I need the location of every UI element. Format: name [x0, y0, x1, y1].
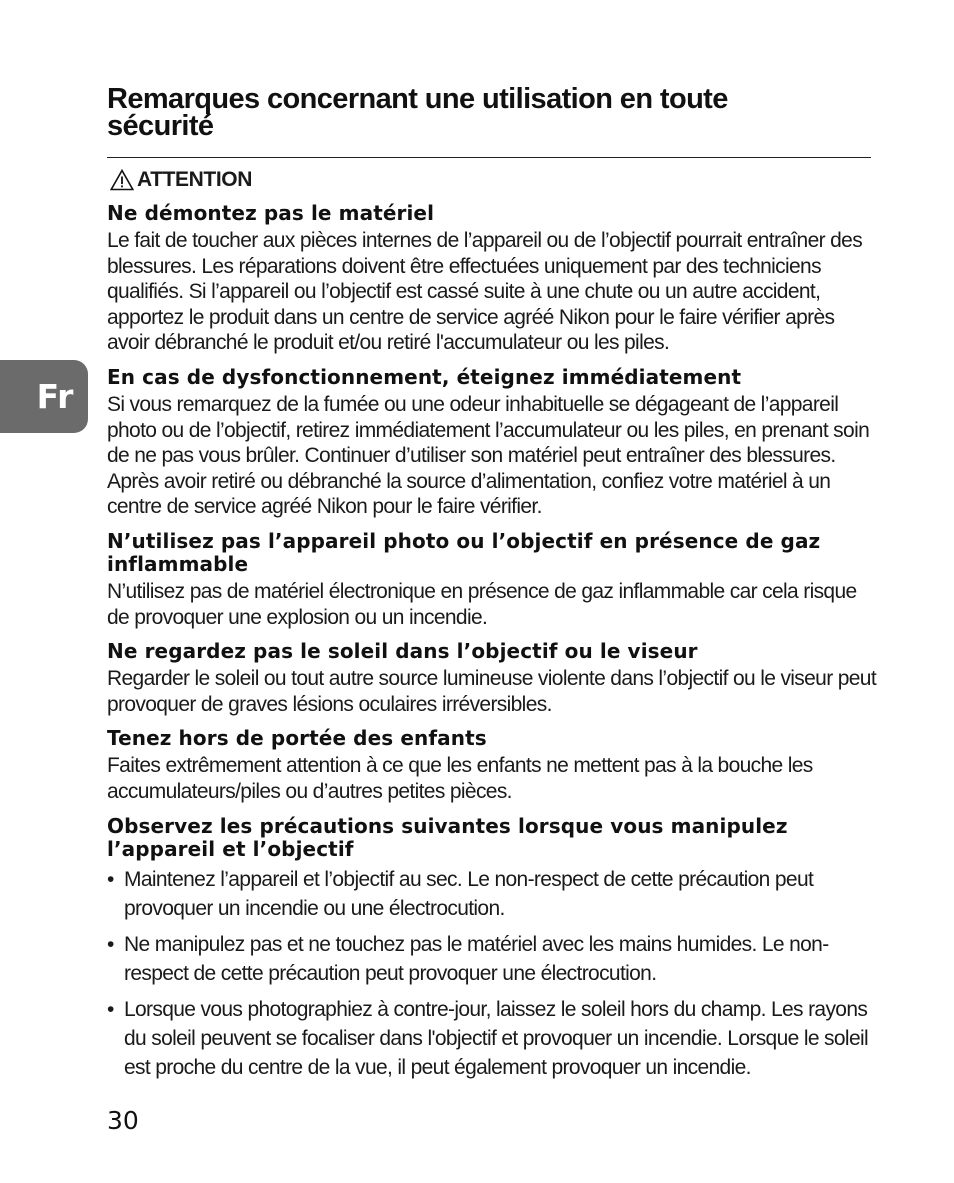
- section-sun-viewfinder: [107, 640, 877, 717]
- list-item-text: Maintenez l’appareil et l’objectif au sec. Le non-respect de cette précaution peut provoquer un incendie ou une électrocution.: [124, 867, 814, 920]
- list-item-text: Lorsque vous photographiez à contre-jour, laissez le soleil hors du champ. Les rayons du soleil peuvent se focaliser dans l'objectif et provoquer un incendie. Lorsque le soleil est proche du centre de la vue, il peut également provoquer un incendie.: [124, 997, 869, 1079]
- attention-label: ATTENTION: [137, 168, 252, 191]
- section-heading: Ne regardez pas le soleil dans l’objectif ou le viseur: [107, 639, 698, 664]
- section-children: [107, 727, 877, 804]
- list-item: [107, 930, 877, 988]
- precaution-list: [107, 865, 877, 1082]
- section-body: Regarder le soleil ou tout autre source lumineuse violente dans l’objectif ou le viseur peut provoquer de graves lésions oculaires irréversibles.: [107, 667, 877, 716]
- section-heading: Observez les précautions suivantes lorsque vous manipulez l’appareil et l’objectif: [107, 813, 788, 861]
- list-item: [107, 995, 877, 1082]
- section-body: N’utilisez pas de matériel électronique en présence de gaz inflammable car cela risque de provoquer une explosion ou un incendie.: [107, 579, 857, 629]
- bullet-icon: •: [107, 932, 114, 956]
- safety-content: [107, 202, 877, 1089]
- bullet-icon: •: [107, 867, 114, 891]
- list-item: [107, 865, 877, 923]
- section-body: Faites extrêmement attention à ce que les enfants ne mettent pas à la bouche les accumulateurs/piles ou d’autres petites pièces.: [107, 754, 813, 803]
- section-heading: Tenez hors de portée des enfants: [107, 726, 487, 751]
- list-item-text: Ne manipulez pas et ne touchez pas le matériel avec les mains humides. Le non-respect de cette précaution peut provoquer une électrocution.: [124, 932, 829, 985]
- section-heading: N’utilisez pas l’appareil photo ou l’objectif en présence de gaz inflammable: [107, 528, 821, 576]
- attention-header: [110, 168, 252, 192]
- section-disassembly: [107, 202, 877, 356]
- section-flammable-gas: [107, 530, 877, 630]
- section-malfunction: [107, 366, 877, 520]
- language-tab-label: Fr: [36, 377, 74, 416]
- warning-triangle-icon: [110, 169, 134, 191]
- title-divider: [107, 157, 871, 158]
- section-heading: Ne démontez pas le matériel: [107, 201, 435, 225]
- page-number: 30: [107, 1106, 139, 1135]
- section-heading: En cas de dysfonctionnement, éteignez immédiatement: [107, 364, 742, 389]
- section-body: Le fait de toucher aux pièces internes de l’appareil ou de l’objectif pourrait entraîner des blessures. Les réparations doivent être effectuées uniquement par des techniciens qualifiés. Si l’appareil ou l’objectif est cassé suite à une chute ou un autre accident, apportez le produit dans un centre de service agréé Nikon pour le faire vérifier après avoir débranché le produit et/ou retiré l'accumulateur ou les piles.: [107, 229, 863, 355]
- language-tab[interactable]: [0, 360, 88, 433]
- section-body: Si vous remarquez de la fumée ou une odeur inhabituelle se dégageant de l’appareil photo ou de l’objectif, retirez immédiatement l’accumulateur ou les piles, en prenant soin de ne pas vous brûler. Continuer d’utiliser son matériel peut entraîner des blessures. Après avoir retiré ou débranché la source d’alimentation, confiez votre matériel à un centre de service agréé Nikon pour le faire vérifier.: [107, 392, 870, 519]
- page-title: Remarques concernant une utilisation en toute sécurité: [107, 83, 728, 142]
- bullet-icon: •: [107, 997, 114, 1021]
- section-handling-precautions: [107, 815, 877, 1082]
